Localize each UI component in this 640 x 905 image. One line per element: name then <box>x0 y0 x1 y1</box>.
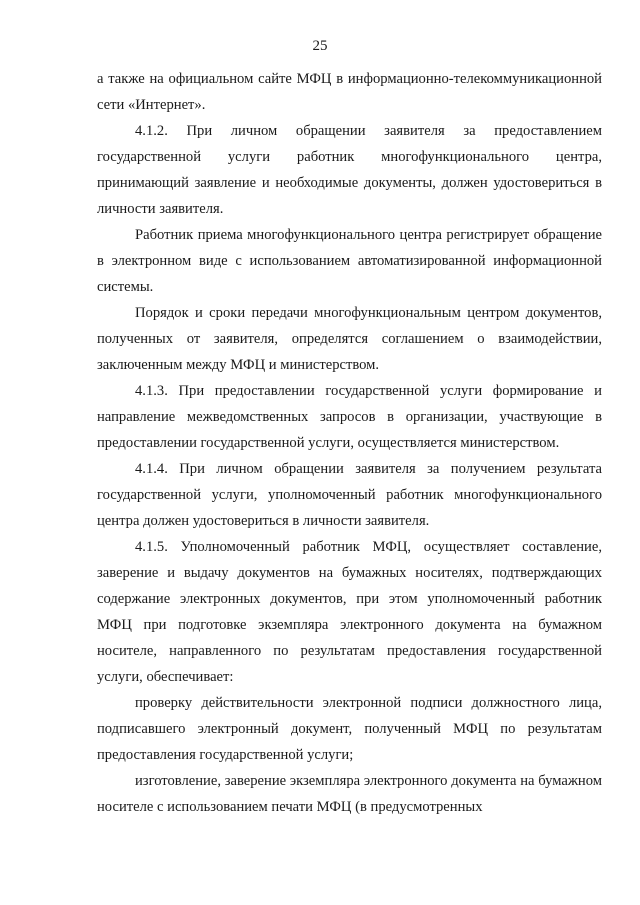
paragraph-signature-check: проверку действительности электронной подписи должностного лица, подписавшего электронный документ, полученный МФЦ по результатам предоставления государственной услуги; <box>97 695 602 763</box>
page-number: 25 <box>312 38 328 54</box>
paragraph-website-note: а также на официальном сайте МФЦ в информационно-телекоммуникационной сети «Интернет». <box>97 71 602 113</box>
paragraph-transfer-procedure: Порядок и сроки передачи многофункциональным центром документов, полученных от заявителя, определятся соглашением о взаимодействии, заключенным между МФЦ и министерством. <box>97 305 602 373</box>
paragraph-registration: Работник приема многофункционального центра регистрирует обращение в электронном виде с использованием автоматизированной информационной системы. <box>97 227 602 295</box>
paragraph-4-1-2: 4.1.2. При личном обращении заявителя за предоставлением государственной услуги работник многофункционального центра, принимающий заявление и необходимые документы, должен удостовериться в личности заявителя. <box>97 123 602 217</box>
paragraph-4-1-3: 4.1.3. При предоставлении государственной услуги формирование и направление межведомственных запросов в организации, участвующие в предоставлении государственной услуги, осуществляется министерством. <box>97 383 602 451</box>
paragraph-4-1-5: 4.1.5. Уполномоченный работник МФЦ, осуществляет составление, заверение и выдачу документов на бумажных носителях, подтверждающих содержание электронных документов, при этом уполномоченный работник МФЦ при подготовке экземпляра электронного документа на бумажном носителе, направленного по результатам предоставления государственной услуги, обеспечивает: <box>97 539 602 685</box>
paragraph-4-1-4: 4.1.4. При личном обращении заявителя за получением результата государственной услуги, уполномоченный работник многофункционального центра должен удостовериться в личности заявителя. <box>97 461 602 529</box>
paragraph-paper-copy: изготовление, заверение экземпляра электронного документа на бумажном носителе с использованием печати МФЦ (в предусмотренных <box>97 773 602 815</box>
document-body <box>97 66 602 820</box>
